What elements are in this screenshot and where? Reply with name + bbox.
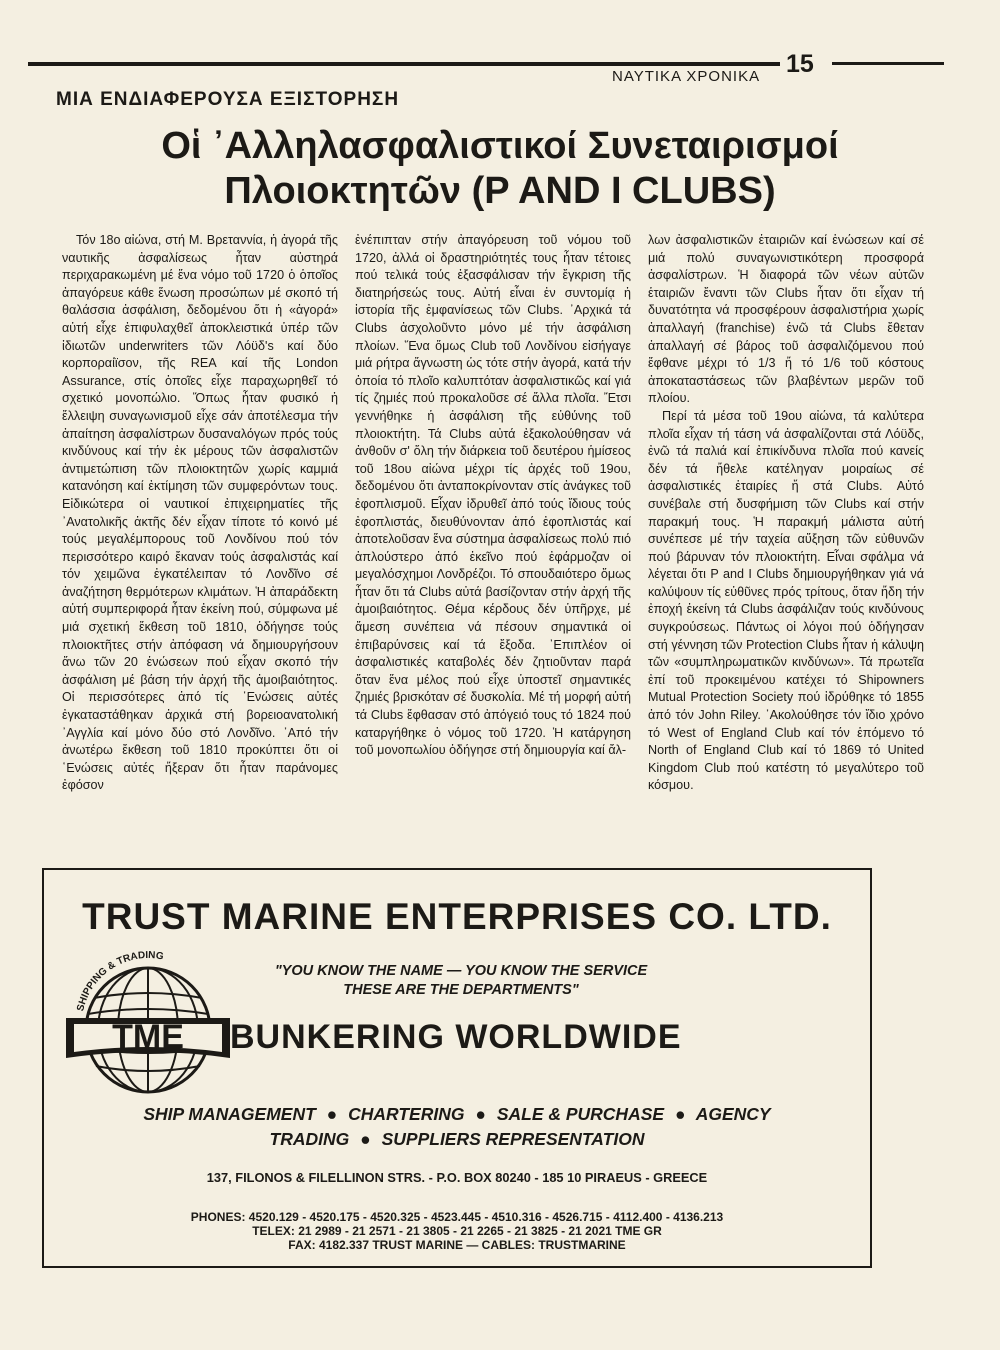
service-item: SHIP MANAGEMENT	[143, 1104, 316, 1124]
page-number: 15	[786, 50, 814, 78]
service-item: TRADING	[269, 1129, 350, 1149]
service-item: CHARTERING	[348, 1104, 465, 1124]
ad-address: 137, FILONOS & FILELLINON STRS. - P.O. BOX 80240 - 185 10 PIRAEUS - GREECE	[206, 1170, 708, 1185]
service-item: SUPPLIERS REPRESENTATION	[381, 1129, 645, 1149]
ad-company-name: TRUST MARINE ENTERPRISES CO. LTD.	[82, 896, 832, 937]
ad-slogan-line-2: THESE ARE THE DEPARTMENTS"	[343, 982, 579, 998]
ad-services-line-2	[44, 1127, 870, 1152]
article-paragraph: Περί τά μέσα τοῦ 19ου αἰώνα, τά καλύτερα πλοῖα εἶχαν τή τάση νά ἀσφαλίζονται στά Λόϋδς, ἐνῶ τά παλιά καί ἐπικίνδυνα πλοῖα πού κανείς δέν τά ἤθελε κατέληγαν μοιραίως σέ ἀσφαλιστικές ἑταιρίες ἤ στά Clubs. Αὐτό συνέβαλε στή δυσφήμιση τῶν Clubs καί στήν παρακμή τους. Ἡ παρακμή μάλιστα αὐτή συνέπεσε μέ τήν ταχεία αὔξηση τῶν εὐθυνῶν πού βάρυναν τόν πλοιοκτήτη. Εἶναι σφάλμα νά λέγεται ὅτι P and I Clubs δημιουργήθηκαν γιά νά καλύψουν τίς εὐθῦνες πρός τρίτους, ὅταν ἤδη τήν ἐποχή ἐκείνη τά Clubs ἀσφάλιζαν τούς κινδύνους συγκρούσεως. Πάντως οἱ λόγοι πού ὁδήγησαν στή γέννηση τῶν Protection Clubs ἦταν ἡ κάλυψη τῶν «συμπληρωματικῶν κινδύνων». Τά πρωτεῖα ἐπί τοῦ προκειμένου κατέχει τό Shipowners Mutual Protection Society πού ἱδρύθηκε τό 1855 ἀπό τόν John Riley. ᾿Ακολούθησε τόν ἴδιο χρόνο τό West of England Club καί τόν ἑπόμενο τό North of England Club καί τό 1869 τό United Kingdom Club πού κατέστη τό μεγαλύτερο τοῦ κόσμου.	[648, 408, 924, 793]
bullet-icon: ●	[360, 1129, 371, 1149]
article-paragraph: λων ἀσφαλιστικῶν ἑταιριῶν καί ἑνώσεων καί σέ μιά πολύ συναγωνιστικότερη προσφορά ἀσφαλίστρων. Ἡ διαφορά τῶν νέων αὐτῶν ἑταιριῶν ἔναντι τῶν Clubs ἦταν ὅτι εἶχαν τή δυνατότητα νά προσφέρουν ἀσφαλιστήρια χωρίς ἀπαλλαγή (franchise) ἐνῶ τά Clubs ἔθεταν ἀπαλλαγή σέ βάρος τοῦ ἀσφαλιζόμενου πού ἔφθανε μέχρι τό 1/3 ἤ τό 1/6 τοῦ κόστους ἀποκαταστάσεως τῶν βλαβέντων μερῶν τοῦ πλοίου.	[648, 233, 924, 406]
ad-slogan	[226, 962, 696, 1000]
header-rule-left	[28, 62, 780, 66]
magazine-title: ΝΑΥΤΙΚΑ ΧΡΟΝΙΚΑ	[612, 68, 761, 85]
ad-contacts	[44, 1210, 870, 1252]
article-body	[62, 232, 944, 866]
section-label: ΜΙΑ ΕΝΔΙΑΦΕΡΟΥΣΑ ΕΞΙΣΤΟΡΗΣΗ	[56, 89, 400, 110]
bullet-icon: ●	[475, 1104, 486, 1124]
ad-phones: PHONES: 4520.129 - 4520.175 - 4520.325 - 4523.445 - 4510.316 - 4526.715 - 4112.400 - 4136.213	[190, 1210, 724, 1224]
tme-globe-logo	[54, 946, 244, 1104]
header-rule-right	[832, 62, 944, 65]
article-paragraph: Τόν 18ο αἰώνα, στή Μ. Βρεταννία, ἡ ἀγορά τῆς ναυτικῆς ἀσφαλίσεως ἦταν αὐστηρά περιχαρακωμένη μέ ἕνα νόμο τοῦ 1720 ὁ ὁποῖος ἀπαγόρευε κάθε ἕνωση προσώπων μέ σκοπό τή θαλάσσια ἀσφάλιση, δεδομένου ὅτι ἡ «ἀγορά» αὐτή εἶχε ἐπιφυλαχθεῖ ἀποκλειστικά ὑπέρ τῶν ἰδιωτῶν underwriters τῶν Λόϋδ's καί δύο κορποραίϊσον, τῆς REA καί τῆς London Assurance, στίς ὁποῖες εἶχε παραχωρηθεῖ τό σχετικό μονοπώλιο. Ὅπως ἦταν φυσικό ἡ ἔλλειψη συναγωνισμοῦ εἶχε σάν ἀποτέλεσμα τήν ἀπαίτηση ἀσφαλίστρων δυσαναλόγων πρός τούς κινδύνους καί τήν ἐκ μέρους τῶν ἀσφαλιστῶν ἀντιμετώπιση τῶν πλοιοκτητῶν χωρίς καμμιά κατανόηση καί ἐκτίμηση τῶν συμφερόντων τους. Εἰδικώτερα οἱ ναυτικοί ἐπιχειρηματίες τῆς ᾿Ανατολικῆς ἀκτῆς δέν εἶχαν τίποτε τό κοινό μέ τούς μεγαλέμπορους τοῦ Λονδίνου πού τόν περισσότερο καιρό ἔκαναν τούς ἀσφαλιστάς καί τόν χειμῶνα ἐγκατέλειπαν τό Λονδῖνο σέ ἀναζήτηση θερμότερων κλιμάτων. Ἡ ἀπαράδεκτη αὐτή συμπεριφορά ἦταν ἐκείνη πού, σύμφωνα μέ μιά σχετική ἔκθεση τοῦ 1810, ὁδήγησε τούς πλοιοκτῆτες στήν ἀπόφαση νά δημιουργήσουν ἄνω τῶν 20 ἑνώσεων πού εἶχαν σκοπό τήν ἀσφάλιση μέ βάση τήν ἀρχή τῆς ἀμοιβαιότητος. Οἱ περισσότερες ἀπό τίς ῾Ενώσεις αὐτές ἐγκαταστάθηκαν ἀρχικά στή βορειοανατολική ᾿Αγγλία καί μόνο δύο στό Λονδῖνο. ᾿Από τήν ἀνωτέρω ἔκθεση τοῦ 1810 προκύπτει ὅτι οἱ ῾Ενώσεις αὐτές ἤξεραν ὅτι ἦταν παράνομες ἐφόσον	[62, 233, 338, 793]
logo-arc-text: SHIPPING & TRADING	[75, 949, 165, 1013]
ad-telex: TELEX: 21 2989 - 21 2571 - 21 3805 - 21 2265 - 21 3825 - 21 2021 TME GR	[252, 1224, 662, 1238]
bullet-icon: ●	[326, 1104, 338, 1124]
bullet-icon: ●	[674, 1104, 686, 1124]
globe-icon	[54, 946, 244, 1104]
service-item: SALE & PURCHASE	[496, 1104, 665, 1124]
article-headline	[60, 124, 940, 214]
headline-line-1: Οἱ ᾿Αλληλασφαλιστικοί Συνεταιρισμοί	[161, 125, 839, 167]
ad-slogan-line-1: "YOU KNOW THE NAME — YOU KNOW THE SERVICE	[274, 963, 648, 979]
article-paragraph: ἐνέπιπταν στήν ἀπαγόρευση τοῦ νόμου τοῦ 1720, ἀλλά οἱ δραστηριότητές τους ἦταν τέτοιες πού τελικά τούς ἐξασφάλισαν τήν ἔγκριση τῆς διατηρήσεώς τους. Αὐτή εἶναι ἐν συντομίᾳ ἡ ἱστορία τῆς ἐμφανίσεως τῶν Clubs. ᾿Αρχικά τά Clubs ἀσχολοῦντο μόνο μέ τήν ἀσφάλιση πλοίων. Ἕνα ὅμως Club τοῦ Λονδίνου εἰσήγαγε μιά ρήτρα ἄγνωστη ὡς τότε στήν ἀγορά, κατά τήν ὁποία τό πλοῖο καλυπτόταν ἀσφαλιστικῶς καί γιά τίς ζημιές πού προκαλοῦσε σέ ἄλλα πλοῖα. Ἔτσι γεννήθηκε ἡ ἀσφάλιση τῆς εὐθύνης τοῦ πλοιοκτήτη. Τά Clubs αὐτά ἐξακολούθησαν νά ἀνθοῦν σ' ὅλη τήν διάρκεια τοῦ δευτέρου ἡμίσεος τοῦ 18ου αἰώνα μέχρι τίς ἀρχές τοῦ 19ου, δεδομένου ὅτι ἀνταποκρίνονταν στίς ἀνάγκες τοῦ ἐφοπλισμοῦ. Εἶχαν ἱδρυθεῖ ἀπό τούς ἴδιους τούς ἐφοπλιστάς, διευθύνονταν ἀπό ἐφοπλιστάς καί ἀποτελοῦσαν ἕνα σύστημα ἀσφαλίσεως πολύ πιό ἁπλούστερο ἀπό ἐκεῖνο πού ἐφάρμοζαν οἱ μεγαλόσχημοι Λονδρέζοι. Τό σπουδαιότερο ὅμως ἦταν ὅτι τά Clubs αὐτά βασίζονταν στήν ἀρχή τῆς ἀμοιβαιότητος. Θέμα κέρδους δέν ὑπῆρχε, μέ ἄμεση συνέπεια νά πέσουν σημαντικά οἱ ἐπιβαρύνσεις καί τά ἔξοδα. ᾿Επιπλέον οἱ ἀσφαλιστικές καταβολές δέν ζητιοῦνταν παρά ὅταν ἕνα μέλος πού εἶχε ὑποστεῖ σημαντικές ζημιές βρισκόταν σέ δυσκολία. Μέ τή μορφή αὐτή τά Clubs ἔφθασαν στό ἀπόγειό τους τό 1824 πού καταργήθηκε ὁ νόμος τοῦ 1720. Ἡ κατάργηση τοῦ μονοπωλίου ὁδήγησε στή δημιουργία καί ἄλ-	[355, 233, 631, 758]
headline-line-2: Πλοιοκτητῶν (P AND I CLUBS)	[224, 170, 776, 212]
article-column-3	[648, 232, 924, 795]
ad-services-line-1	[44, 1102, 870, 1127]
ad-headline: BUNKERING WORLDWIDE	[230, 1018, 682, 1056]
article-column-1	[62, 232, 338, 795]
ad-fax: FAX: 4182.337 TRUST MARINE — CABLES: TRUSTMARINE	[288, 1238, 626, 1252]
article-column-2	[355, 232, 631, 760]
ad-services	[44, 1102, 870, 1152]
trust-marine-advertisement	[42, 868, 872, 1268]
logo-text: TME	[112, 1018, 184, 1056]
service-item: AGENCY	[695, 1104, 771, 1124]
